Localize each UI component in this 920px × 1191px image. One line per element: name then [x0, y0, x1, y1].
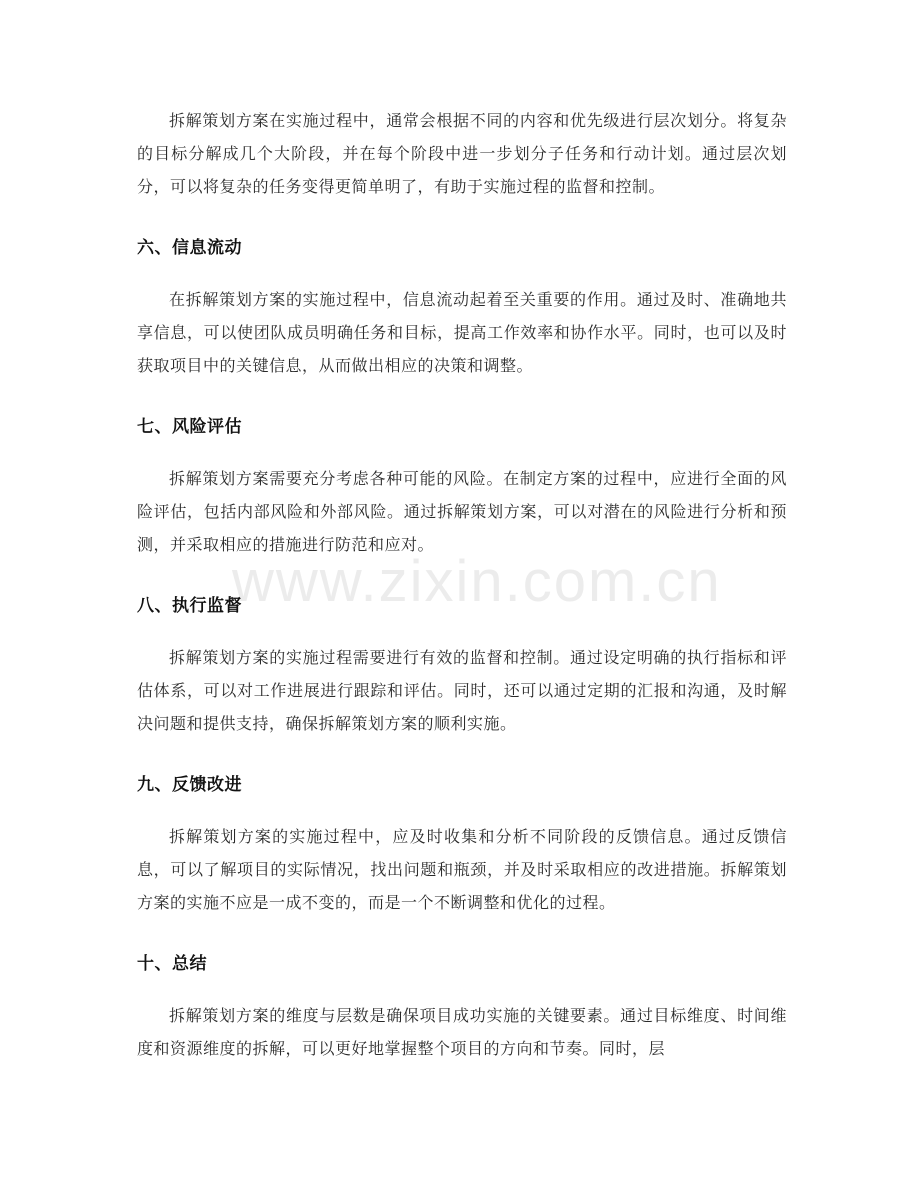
section-heading-information-flow: 六、信息流动	[137, 238, 242, 258]
section-heading-summary: 十、总结	[137, 954, 207, 974]
section-paragraph-feedback-improvement: 拆解策划方案的实施过程中，应及时收集和分析不同阶段的反馈信息。通过反馈信息，可以了解项目的实际情况，找出问题和瓶颈，并及时采取相应的改进措施。拆解策划方案的实施不应是一成不变的，而是一个不断调整和优化的过程。	[137, 827, 787, 912]
section-paragraph-information-flow: 在拆解策划方案的实施过程中，信息流动起着至关重要的作用。通过及时、准确地共享信息，可以使团队成员明确任务和目标，提高工作效率和协作水平。同时，也可以及时获取项目中的关键信息，从而做出相应的决策和调整。	[137, 290, 787, 375]
document-body	[137, 104, 787, 1065]
intro-paragraph: 拆解策划方案在实施过程中，通常会根据不同的内容和优先级进行层次划分。将复杂的目标分解成几个大阶段，并在每个阶段中进一步划分子任务和行动计划。通过层次划分，可以将复杂的任务变得更简单明了，有助于实施过程的监督和控制。	[137, 111, 787, 196]
section-heading-risk-assessment: 七、风险评估	[137, 417, 242, 437]
section-paragraph-risk-assessment: 拆解策划方案需要充分考虑各种可能的风险。在制定方案的过程中，应进行全面的风险评估，包括内部风险和外部风险。通过拆解策划方案，可以对潜在的风险进行分析和预测，并采取相应的措施进行防范和应对。	[137, 469, 787, 554]
section-paragraph-summary: 拆解策划方案的维度与层数是确保项目成功实施的关键要素。通过目标维度、时间维度和资源维度的拆解，可以更好地掌握整个项目的方向和节奏。同时，层	[137, 1006, 787, 1058]
section-heading-execution-supervision: 八、执行监督	[137, 596, 242, 616]
watermark: www.zixin.com.cn	[232, 549, 722, 614]
section-heading-feedback-improvement: 九、反馈改进	[137, 775, 242, 795]
section-paragraph-execution-supervision: 拆解策划方案的实施过程需要进行有效的监督和控制。通过设定明确的执行指标和评估体系，可以对工作进展进行跟踪和评估。同时，还可以通过定期的汇报和沟通，及时解决问题和提供支持，确保拆解策划方案的顺利实施。	[137, 648, 787, 733]
